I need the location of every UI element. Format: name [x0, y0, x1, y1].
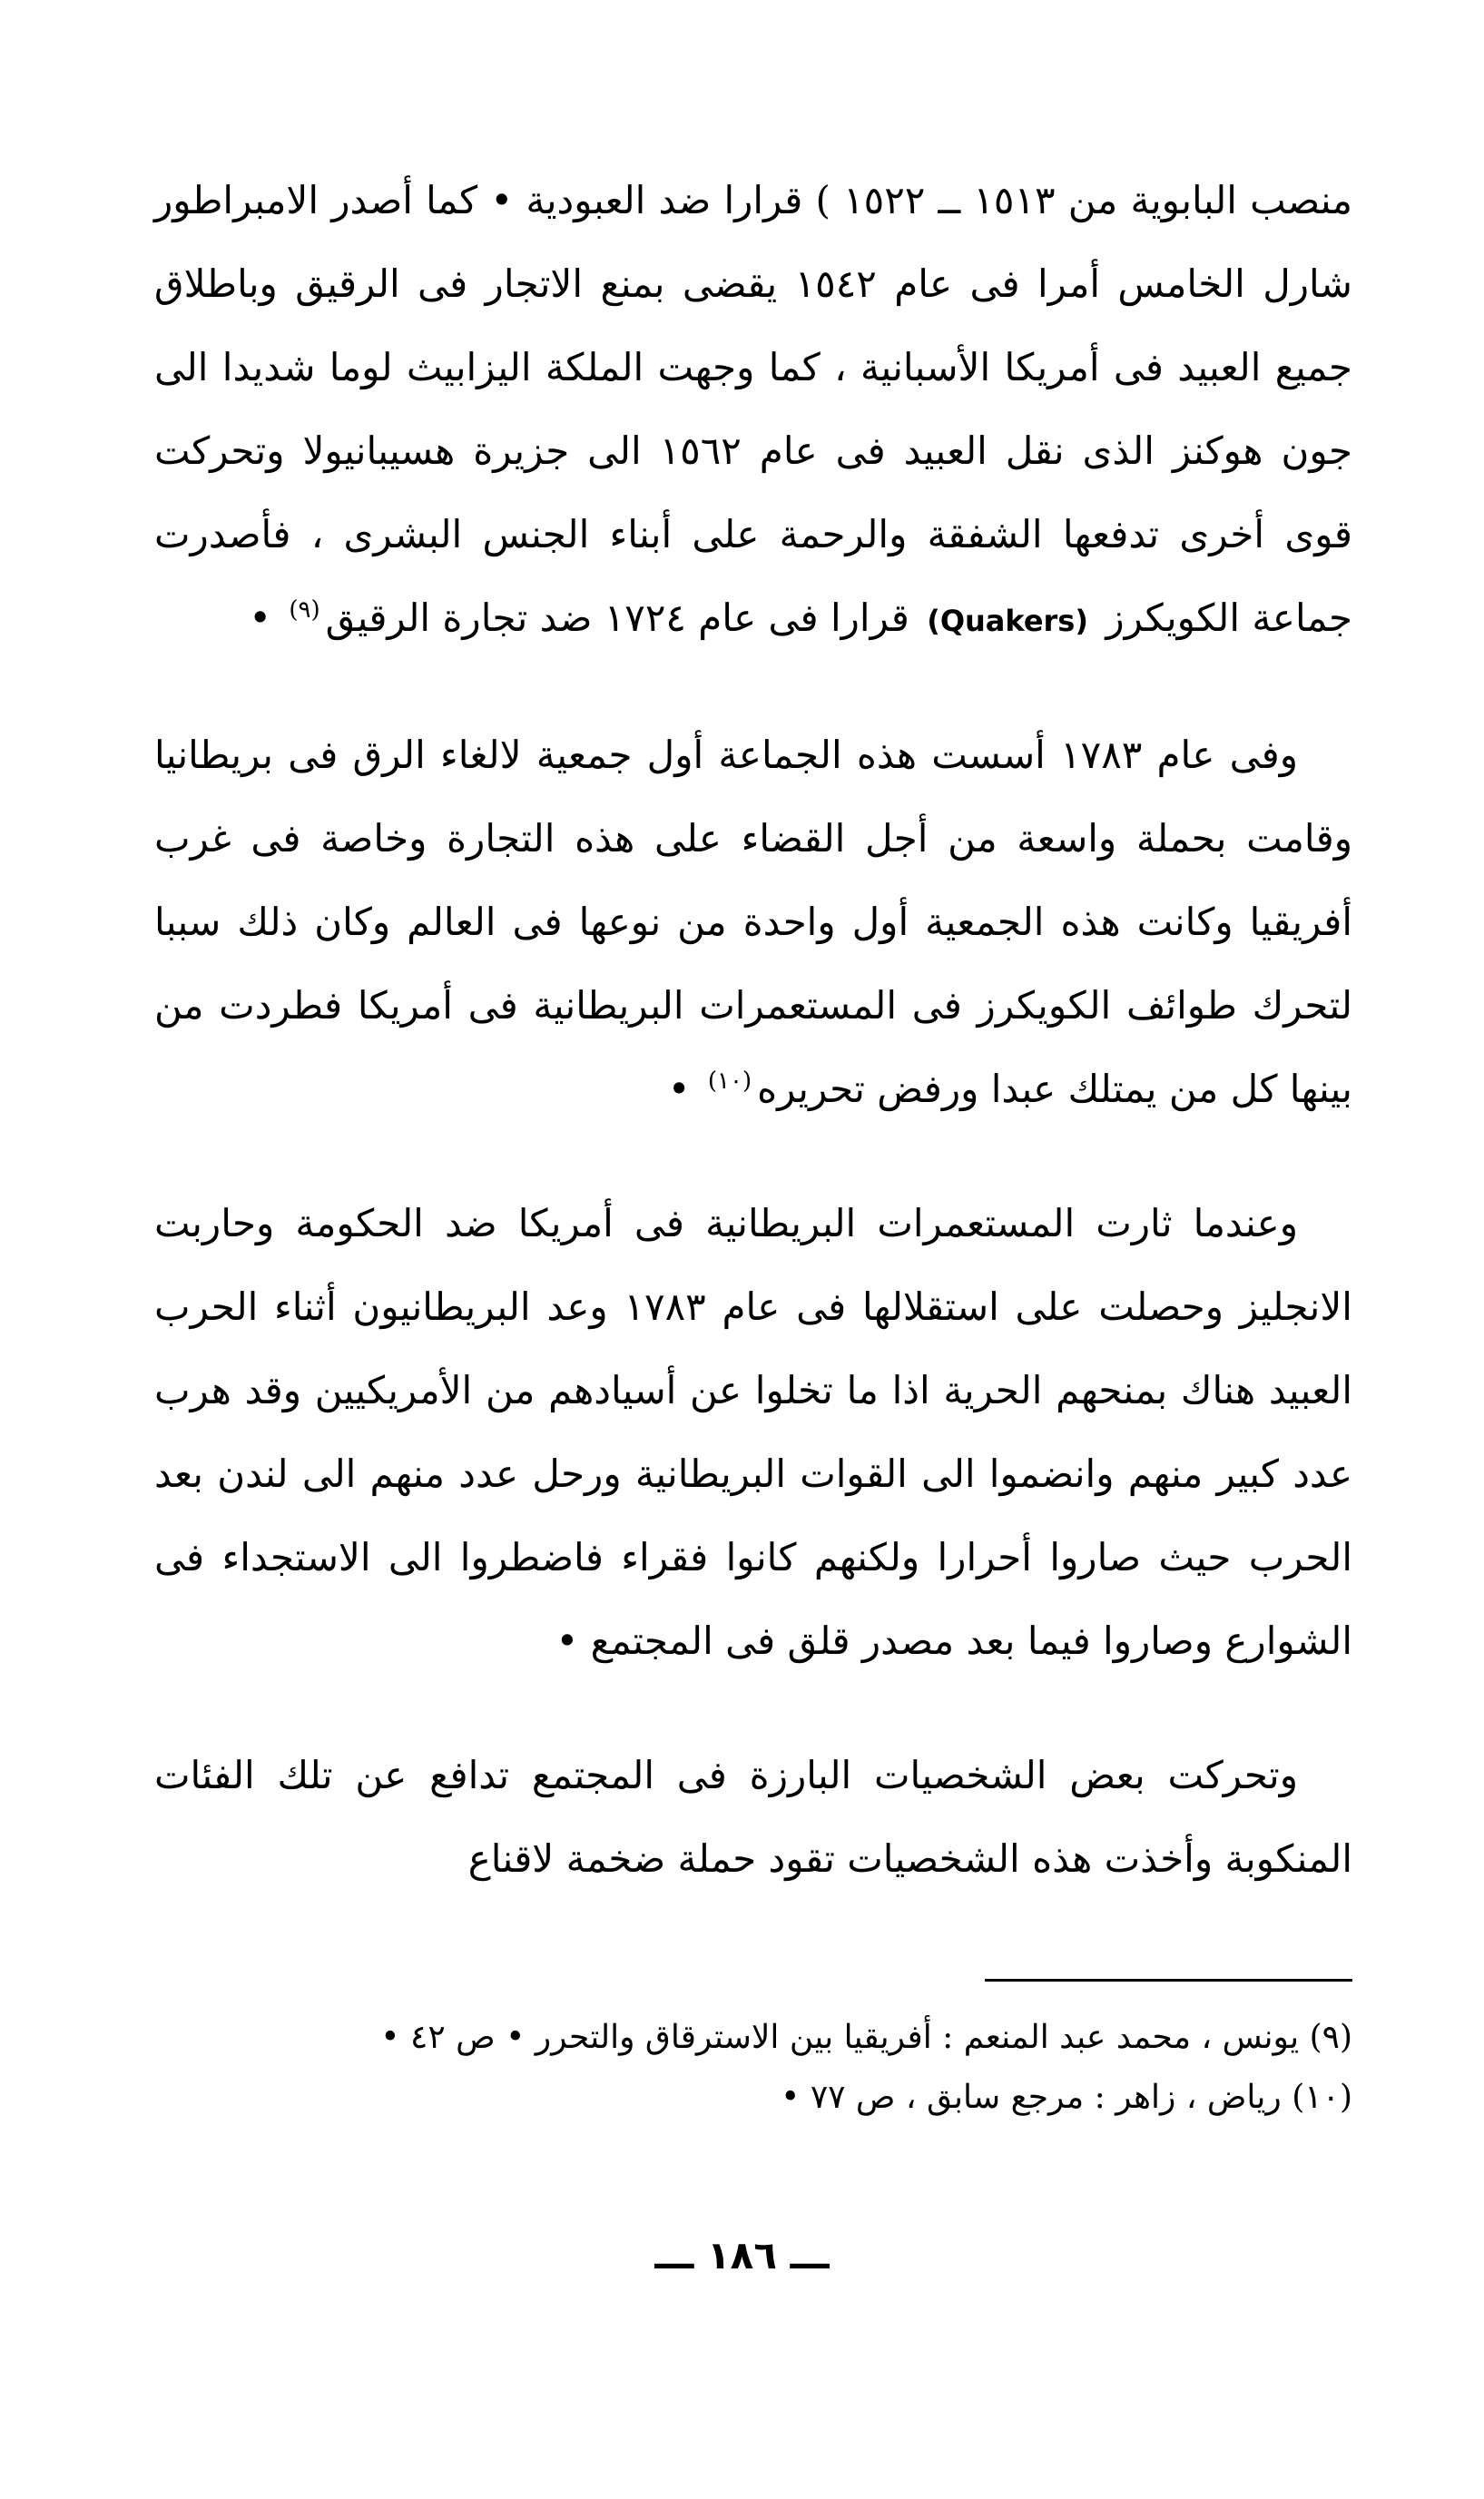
paragraph-2-text: وفى عام ١٧٨٣ أسست هذه الجماعة أول جمعية لالغاء الرق فى بريطانيا وقامت بحملة واسعة من أجل القضاء على هذه التجارة وخاصة فى غرب أفريقيا وكانت هذه الجمعية أول واحدة من نوعها فى العالم وكان ذلك سببا لتحرك طوائف الكويكرز فى المستعمرات البريطانية فى أمريكا فطردت من بينها كل من يمتلك عبدا ورفض تحريره [154, 733, 1352, 1111]
footnote-9: (٩) يونس ، محمد عبد المنعم : أفريقيا بين الاسترقاق والتحرر • ص ٤٢ • [380, 2019, 1352, 2056]
footnote-10: (١٠) رياض ، زاهر : مرجع سابق ، ص ٧٧ • [781, 2079, 1352, 2116]
paragraph-4 [154, 1734, 1352, 1901]
paragraph-1-text-end: قرارا فى عام ١٧٢٤ ضد تجارة الرقيق [325, 595, 909, 640]
paragraph-3-text: وعندما ثارت المستعمرات البريطانية فى أمريكا ضد الحكومة وحاربت الانجليز وحصلت على استقلالها فى عام ١٧٨٣ وعد البريطانيون أثناء الحرب العبيد هناك بمنحهم الحرية اذا ما تخلوا عن أسيادهم من الأمريكيين وقد هرب عدد كبير منهم وانضموا الى القوات البريطانية ورحل عدد منهم الى لندن بعد الحرب حيث صاروا أحرارا ولكنهم كانوا فقراء فاضطروا الى الاستجداء فى الشوارع وصاروا فيما بعد مصدر قلق فى المجتمع • [154, 1201, 1352, 1663]
footnote-ref-10: (١٠) [707, 1067, 752, 1095]
paragraph-end-mark: • [249, 595, 271, 640]
paragraph-1 [154, 159, 1352, 663]
page-number: ـــ ١٨٦ ـــ [654, 2233, 830, 2278]
paragraph-end-mark: • [667, 1067, 691, 1111]
paragraph-3 [154, 1182, 1352, 1683]
body-text [154, 159, 1352, 1901]
paragraph-4-text: وتحركت بعض الشخصيات البارزة فى المجتمع تدافع عن تلك الفئات المنكوبة وأخذت هذه الشخصيات تقود حملة ضخمة لاقناع [154, 1753, 1352, 1881]
footnote-separator-rule [985, 1979, 1352, 1982]
quakers-term: (Quakers) [927, 604, 1088, 638]
paragraph-2 [154, 713, 1352, 1131]
footnote-ref-9: (٩) [289, 596, 320, 624]
paragraph-1-text: منصب البابوية من ١٥١٣ ــ ١٥٢٢ ) قرارا ضد العبودية • كما أصدر الامبراطور شارل الخامس أمرا فى عام ١٥٤٢ يقضى بمنع الاتجار فى الرقيق وباطلاق جميع العبيد فى أمريكا الأسبانية ، كما وجهت الملكة اليزابيث لوما شديدا الى جون هوكنز الذى نقل العبيد فى عام ١٥٦٢ الى جزيرة هسيبانيولا وتحركت قوى أخرى تدفعها الشفقة والرحمة على أبناء الجنس البشرى ، فأصدرت جماعة الكويكرز [154, 178, 1352, 640]
footnotes [154, 2011, 1352, 2125]
